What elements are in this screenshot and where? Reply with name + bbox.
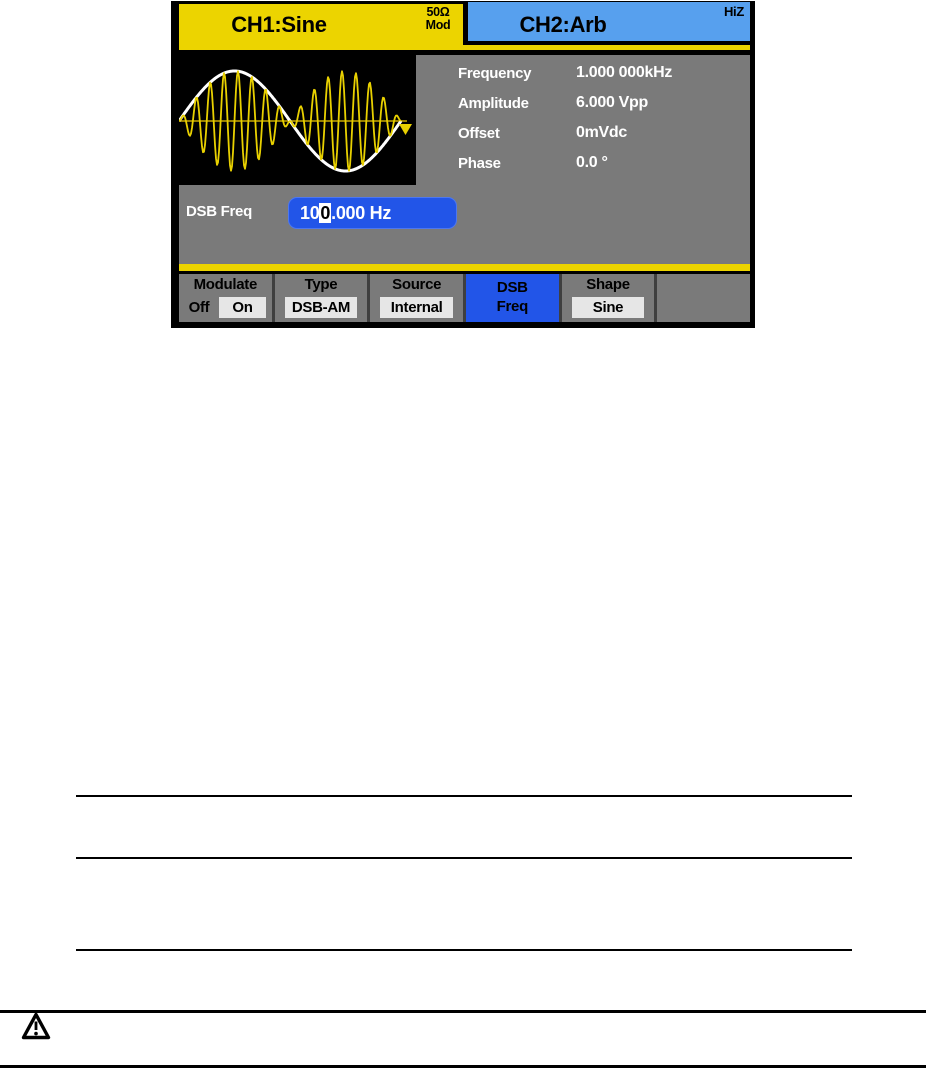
amplitude-value: 6.000 Vpp xyxy=(576,94,649,111)
phase-arrow-icon xyxy=(399,124,412,135)
ch1-impedance-line1: 50Ω xyxy=(426,5,450,19)
menu-divider-strip xyxy=(179,264,750,271)
ch2-impedance-label: HiZ xyxy=(723,4,744,19)
ch1-status-label[interactable]: CH1:Sine xyxy=(231,12,327,37)
softkey-shape[interactable] xyxy=(562,274,655,322)
ch1-impedance-line2: Mod xyxy=(425,17,451,32)
amplitude-label: Amplitude xyxy=(458,95,529,112)
note-section-rule-bottom xyxy=(0,1065,926,1068)
softkey-menu xyxy=(179,274,750,322)
type-value-button[interactable]: DSB-AM xyxy=(285,297,358,318)
softkey-modulate[interactable] xyxy=(179,274,272,322)
warning-icon xyxy=(21,1012,51,1041)
frequency-value: 1.000 000kHz xyxy=(576,64,673,81)
modulate-off-option[interactable]: Off xyxy=(188,299,210,316)
source-value-button[interactable]: Internal xyxy=(380,297,453,318)
note-section-rule-top xyxy=(0,1010,926,1013)
softkey-blank[interactable] xyxy=(657,274,750,322)
ch1-impedance-label xyxy=(417,6,459,31)
modulate-on-option[interactable]: On xyxy=(219,297,266,318)
edit-cursor-digit[interactable]: 0 xyxy=(320,203,331,223)
table-rule-middle xyxy=(76,857,852,859)
type-label: Type xyxy=(304,276,338,293)
softkey-source[interactable] xyxy=(370,274,463,322)
waveform-preview xyxy=(179,55,416,185)
softkey-type[interactable] xyxy=(275,274,368,322)
generator-lcd-screen xyxy=(171,1,755,328)
dsb-freq-value-pre: 10 xyxy=(300,203,320,223)
offset-label: Offset xyxy=(458,125,500,142)
frequency-label: Frequency xyxy=(458,65,532,82)
ch2-status-box[interactable] xyxy=(463,2,750,45)
dsb-freq-softkey-line2: Freq xyxy=(496,298,528,315)
shape-value-button[interactable]: Sine xyxy=(572,297,645,318)
dsb-freq-softkey-line1: DSB xyxy=(496,279,528,296)
dsb-waveform-graphic xyxy=(179,55,416,185)
source-label: Source xyxy=(392,276,442,293)
ch2-status-label: CH2:Arb xyxy=(519,12,607,37)
table-rule-top xyxy=(76,795,852,797)
phase-label: Phase xyxy=(458,155,501,172)
phase-value: 0.0 ° xyxy=(576,154,608,171)
dsb-freq-input[interactable] xyxy=(288,197,457,229)
modulate-label: Modulate xyxy=(193,276,258,293)
shape-label: Shape xyxy=(586,276,630,293)
dsb-freq-value-post: .000 Hz xyxy=(331,203,392,223)
table-rule-bottom xyxy=(76,949,852,951)
softkey-dsb-freq-active[interactable] xyxy=(466,274,559,322)
dsb-freq-field-label: DSB Freq xyxy=(186,203,252,220)
offset-value: 0mVdc xyxy=(576,124,627,141)
